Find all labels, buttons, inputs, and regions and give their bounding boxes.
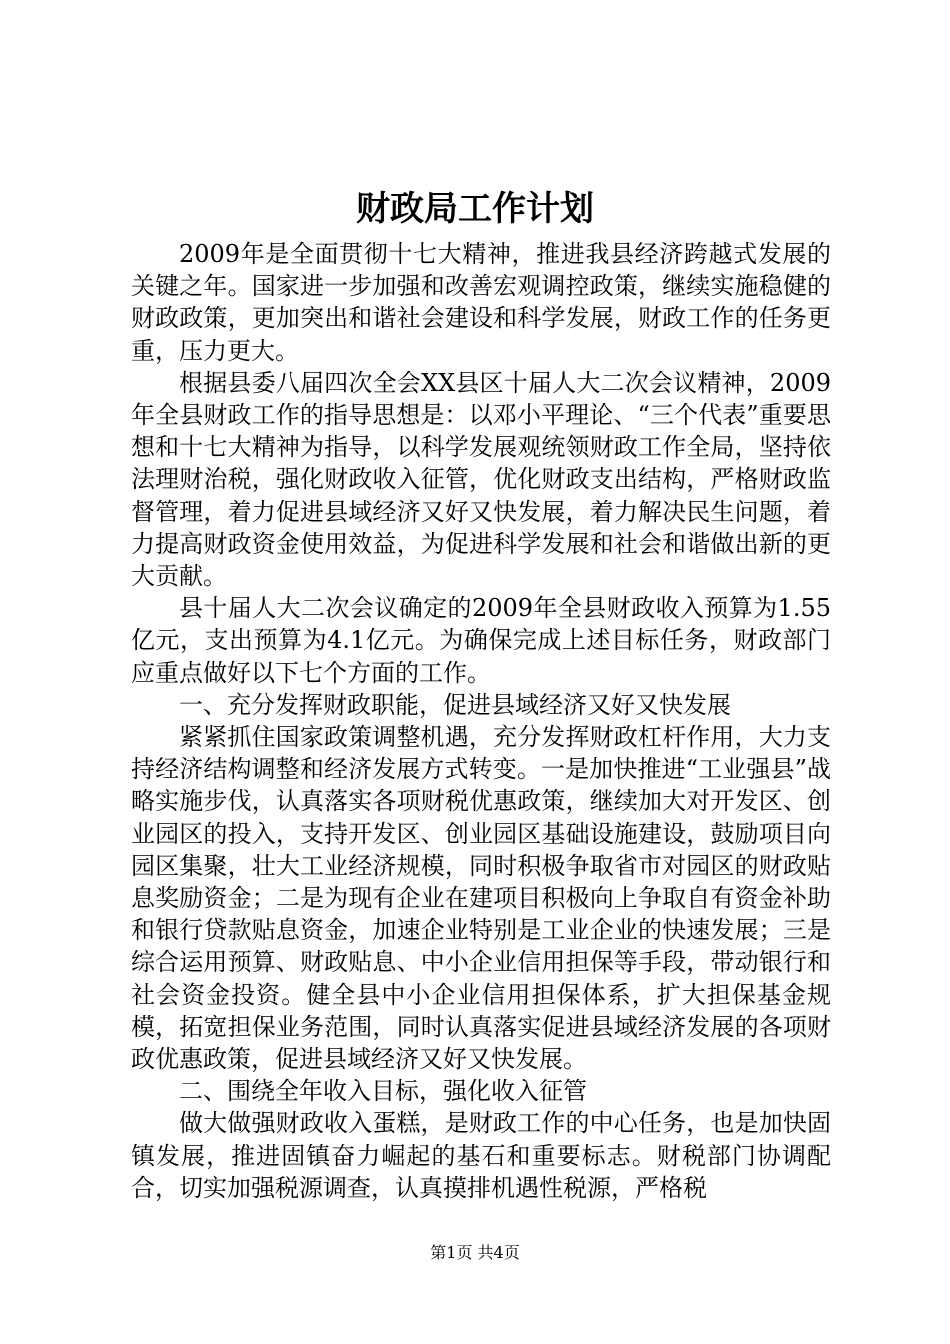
paragraph-budget-targets: 县十届人大二次会议确定的2009年全县财政收入预算为1.55亿元，支出预算为4.1亿元。为确保完成上述目标任务，财政部门应重点做好以下七个方面的工作。 bbox=[131, 594, 831, 687]
page-footer: 第1页 共4页 bbox=[430, 1243, 520, 1262]
section-heading-1: 一、充分发挥财政职能，促进县域经济又好又快发展 bbox=[179, 690, 731, 719]
paragraph-section-1: 紧紧抓住国家政策调整机遇，充分发挥财政杠杆作用，大力支持经济结构调整和经济发展方式转变。一是加快推进“工业强县”战略实施步伐，认真落实各项财税优惠政策，继续加大对开发区、创业园区的投入，支持开发区、创业园区基础设施建设，鼓励项目向园区集聚，壮大工业经济规模，同时积极争取省市对园区的财政贴息奖励资金；二是为现有企业在建项目积极向上争取自有资金补助和银行贷款贴息资金，加速企业特别是工业企业的快速发展；三是综合运用预算、财政贴息、中小企业信用担保等手段，带动银行和社会资金投资。健全县中小企业信用担保体系，扩大担保基金规模，拓宽担保业务范围，同时认真落实促进县域经济发展的各项财政优惠政策，促进县域经济又好又快发展。 bbox=[131, 723, 831, 1074]
document-title: 财政局工作计划 bbox=[356, 189, 594, 229]
paragraph-section-2: 做大做强财政收入蛋糕，是财政工作的中心任务，也是加快固镇发展，推进固镇奋力崛起的基石和重要标志。财税部门协调配合，切实加强税源调查，认真摸排机遇性税源，严格税 bbox=[131, 1109, 831, 1202]
document-body bbox=[131, 238, 831, 1204]
paragraph-intro: 2009年是全面贯彻十七大精神，推进我县经济跨越式发展的关键之年。国家进一步加强和改善宏观调控政策，继续实施稳健的财政政策，更加突出和谐社会建设和科学发展，财政工作的任务更重，压力更大。 bbox=[131, 240, 831, 365]
section-heading-2: 二、围绕全年收入目标，强化收入征管 bbox=[179, 1077, 587, 1106]
paragraph-guiding-thought: 根据县委八届四次全会XX县区十届人大二次会议精神，2009年全县财政工作的指导思想是：以邓小平理论、“三个代表”重要思想和十七大精神为指导，以科学发展观统领财政工作全局，坚持依法理财治税，强化财政收入征管，优化财政支出结构，严格财政监督管理，着力促进县域经济又好又快发展，着力解决民生问题，着力提高财政资金使用效益，为促进科学发展和社会和谐做出新的更大贡献。 bbox=[131, 368, 831, 591]
